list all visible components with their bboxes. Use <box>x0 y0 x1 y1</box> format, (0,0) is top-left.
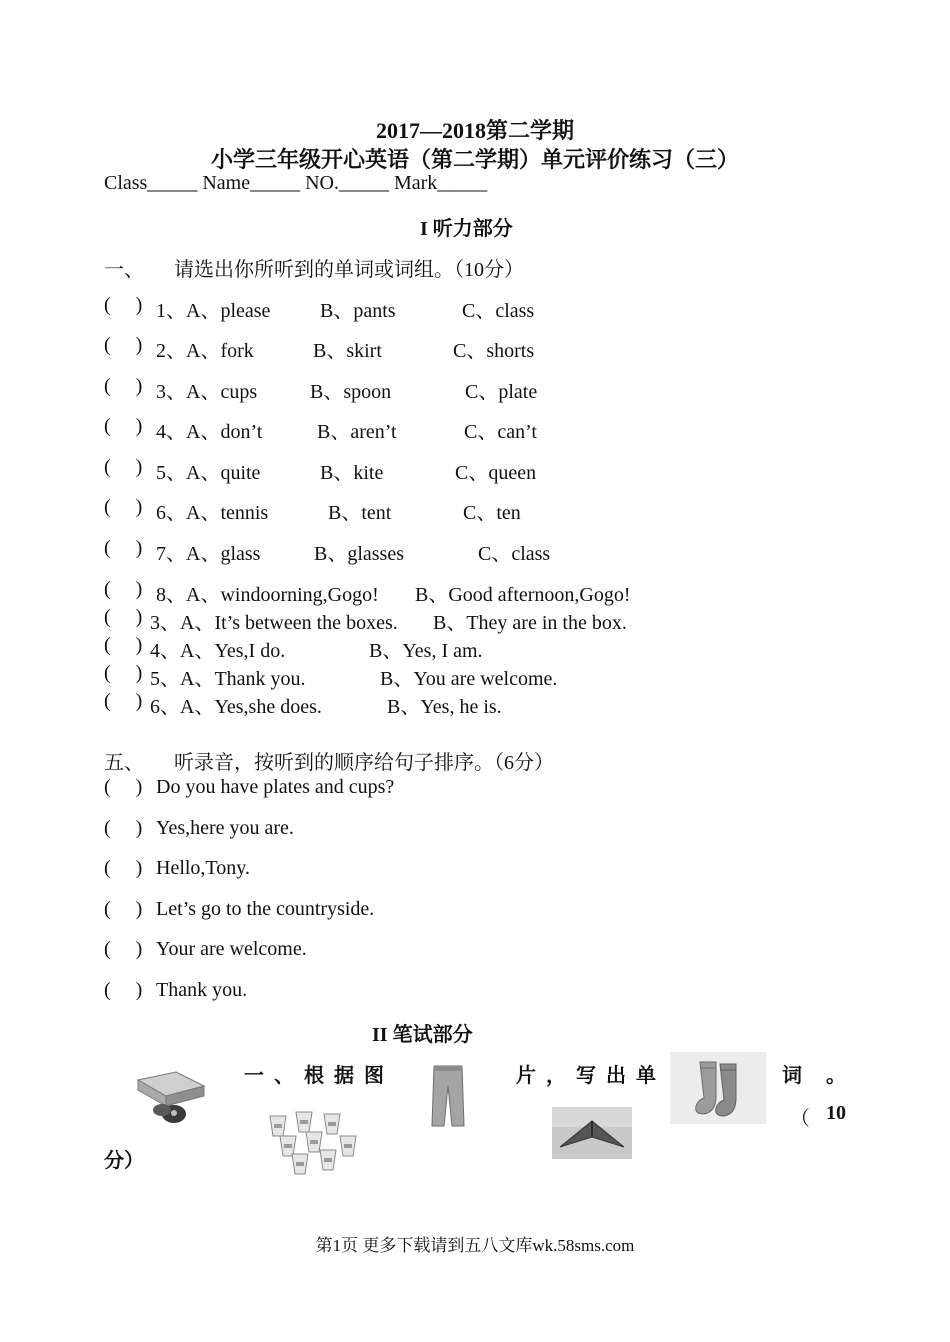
option-a: 5、A、quite <box>156 462 261 484</box>
answer-bracket[interactable]: ( ) <box>104 456 143 478</box>
option-c: C、class <box>478 543 551 565</box>
pants-picture <box>428 1064 468 1128</box>
writing-heading: II 笔试部分 <box>372 1024 473 1046</box>
sentence-text: Do you have plates and cups? <box>156 776 395 798</box>
writing-instruction-part2: 片，写出单 <box>516 1065 666 1087</box>
page-title: 小学三年级开心英语（第二学期）单元评价练习（三） <box>210 147 739 172</box>
answer-bracket[interactable]: ( ) <box>104 776 143 798</box>
box-picture <box>134 1070 206 1126</box>
option-b: B、tent <box>328 502 392 524</box>
score-value: 10 <box>826 1102 846 1124</box>
sentence-text: Your are welcome. <box>156 938 307 960</box>
answer-bracket[interactable]: ( ) <box>104 537 143 559</box>
answer-bracket[interactable]: ( ) <box>104 857 143 879</box>
option-b: B、skirt <box>313 340 382 362</box>
option-b: B、aren’t <box>317 421 397 443</box>
option-b: B、Good afternoon,Gogo! <box>415 584 631 606</box>
option-b: B、You are welcome. <box>380 668 558 690</box>
sentence-text: Thank you. <box>156 979 248 1001</box>
option-b: B、pants <box>320 300 396 322</box>
part5-title: 五、 听录音，按听到的顺序给句子排序。（6分） <box>104 752 554 774</box>
option-b: B、They are in the box. <box>433 612 627 634</box>
answer-bracket[interactable]: ( ) <box>104 496 143 518</box>
writing-instruction-part1: 一、根据图 <box>244 1065 394 1087</box>
cups-picture <box>266 1110 362 1176</box>
option-b: B、Yes, I am. <box>369 640 483 662</box>
answer-bracket[interactable]: ( ) <box>104 817 143 839</box>
answer-bracket[interactable]: ( ) <box>104 634 143 656</box>
option-a: 6、A、tennis <box>156 502 269 524</box>
option-a: 4、A、don’t <box>156 421 263 443</box>
option-b: B、Yes, he is. <box>387 696 502 718</box>
option-c: C、class <box>462 300 535 322</box>
sentence-text: Let’s go to the countryside. <box>156 898 375 920</box>
answer-bracket[interactable]: ( ) <box>104 375 143 397</box>
option-b: B、glasses <box>314 543 404 565</box>
option-a: 6、A、Yes,she does. <box>150 696 322 718</box>
option-a: 3、A、It’s between the boxes. <box>150 612 398 634</box>
option-a: 5、A、Thank you. <box>150 668 306 690</box>
option-b: B、spoon <box>310 381 392 403</box>
option-c: C、can’t <box>464 421 537 443</box>
student-info-line: Class_____ Name_____ NO._____ Mark_____ <box>104 172 488 194</box>
answer-bracket[interactable]: ( ) <box>104 294 143 316</box>
option-c: C、shorts <box>453 340 535 362</box>
page-footer: 第1页 更多下载请到五八文库wk.58sms.com <box>315 1236 635 1255</box>
writing-instruction-part4: 。 <box>826 1065 856 1087</box>
option-a: 1、A、please <box>156 300 271 322</box>
option-c: C、ten <box>463 502 521 524</box>
option-c: C、queen <box>455 462 537 484</box>
score-unit: 分） <box>104 1150 144 1172</box>
answer-bracket[interactable]: ( ) <box>104 415 143 437</box>
option-b: B、kite <box>320 462 384 484</box>
option-a: 4、A、Yes,I do. <box>150 640 286 662</box>
answer-bracket[interactable]: ( ) <box>104 690 143 712</box>
answer-bracket[interactable]: ( ) <box>104 662 143 684</box>
score-bracket-open: （ <box>790 1108 810 1130</box>
option-a: 3、A、cups <box>156 381 258 403</box>
answer-bracket[interactable]: ( ) <box>104 606 143 628</box>
sentence-text: Hello,Tony. <box>156 857 250 879</box>
socks-picture <box>670 1052 766 1124</box>
option-a: 8、A、windoorning,Gogo! <box>156 584 379 606</box>
writing-instruction-part3: 词 <box>782 1065 812 1087</box>
answer-bracket[interactable]: ( ) <box>104 979 143 1001</box>
option-a: 7、A、glass <box>156 543 261 565</box>
sentence-text: Yes,here you are. <box>156 817 294 839</box>
answer-bracket[interactable]: ( ) <box>104 578 143 600</box>
kite-picture <box>552 1107 632 1159</box>
option-a: 2、A、fork <box>156 340 254 362</box>
answer-bracket[interactable]: ( ) <box>104 938 143 960</box>
answer-bracket[interactable]: ( ) <box>104 334 143 356</box>
option-c: C、plate <box>465 381 538 403</box>
answer-bracket[interactable]: ( ) <box>104 898 143 920</box>
listening-heading: I 听力部分 <box>420 218 513 240</box>
year-title: 2017—2018第二学期 <box>375 118 574 143</box>
part1-title: 一、 请选出你所听到的单词或词组。（10分） <box>104 259 524 281</box>
